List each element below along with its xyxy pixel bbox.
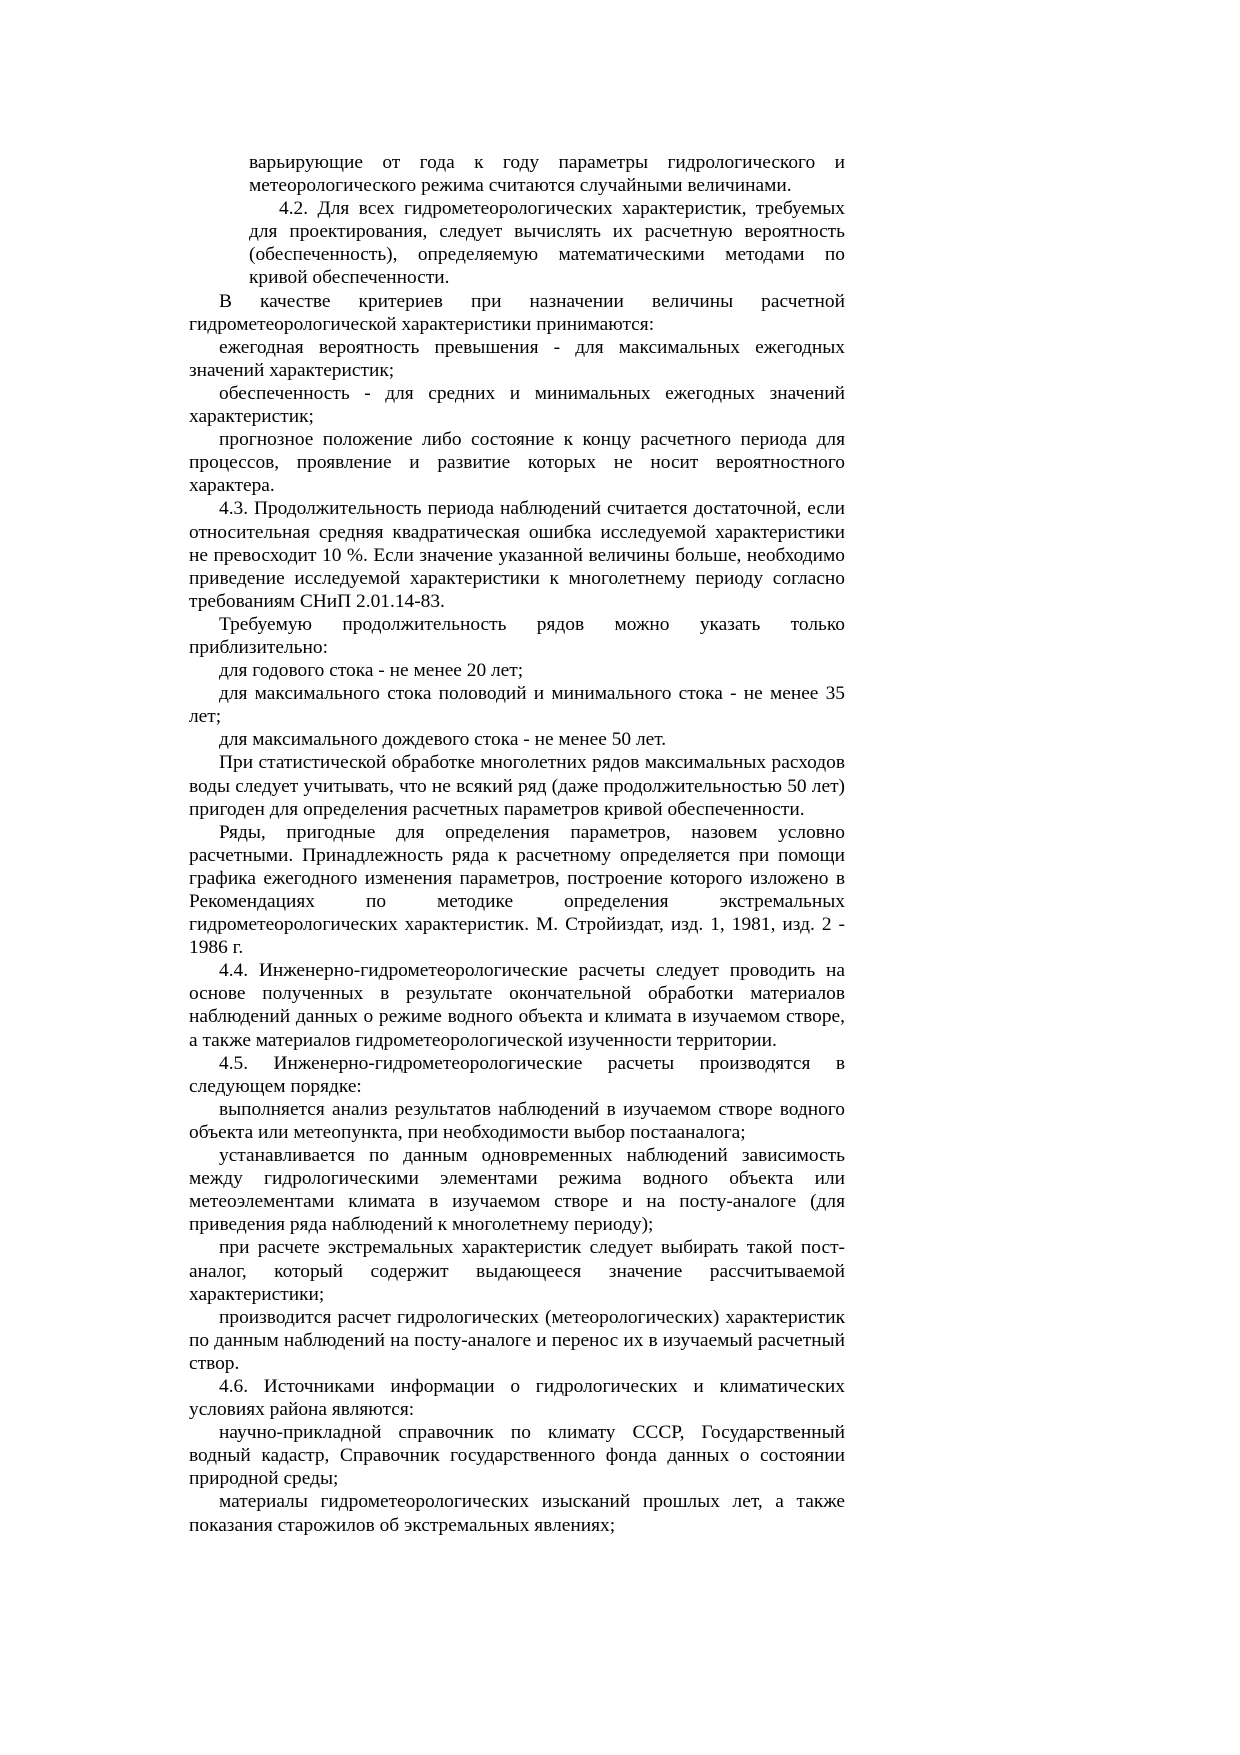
paragraph-order-item: при расчете экстремальных характеристик следует выбирать такой пост-аналог, который содержит выдающееся значение рассчитываемой характеристики; <box>189 1237 845 1305</box>
paragraph-statistics: При статистической обработке многолетних рядов максимальных расходов воды следует учитывать, что не всякий ряд (даже продолжительностью 50 лет) пригоден для определения расчетных параметров кривой обеспеченности. <box>189 752 845 820</box>
paragraph-4-4: 4.4. Инженерно-гидрометеорологические расчеты следует проводить на основе полученных в результате окончательной обработки материалов наблюдений данных о режиме водного объекта и климата в изучаемом створе, а также материалов гидрометеорологической изученности территории. <box>189 960 845 1051</box>
paragraph-duration: Требуемую продолжительность рядов можно указать только приблизительно: <box>189 613 845 658</box>
paragraph-intro-continuation: варьирующие от года к году параметры гидрологического и метеорологического режима считаются случайными величинами. <box>249 152 845 197</box>
paragraph-4-6: 4.6. Источниками информации о гидрологических и климатических условиях района являются: <box>189 1375 845 1421</box>
paragraph-4-2: 4.2. Для всех гидрометеорологических характеристик, требуемых для проектирования, следует вычислять их расчетную вероятность (обеспеченность), определяемую математическими методами по кривой обеспеченности. <box>249 198 845 289</box>
paragraph-duration-item: для годового стока - не менее 20 лет; <box>219 660 524 682</box>
paragraph-source-item: научно-прикладной справочник по климату СССР, Государственный водный кадастр, Справочник государственного фонда данных о состоянии природной среды; <box>189 1422 845 1490</box>
document-body <box>189 151 845 1537</box>
paragraph-series: Ряды, пригодные для определения параметров, назовем условно расчетными. Принадлежность ряда к расчетному определяется при помощи графика ежегодного изменения параметров, построение которого изложено в Рекомендациях по методике определения экстремальных гидрометеорологических характеристик. М. Стройиздат, изд. 1, 1981, изд. 2 - 1986 г. <box>189 821 845 959</box>
paragraph-duration-item: для максимального дождевого стока - не менее 50 лет. <box>219 729 667 751</box>
paragraph-order-item: производится расчет гидрологических (метеорологических) характеристик по данным наблюдений на посту-аналоге и перенос их в изучаемый расчетный створ. <box>189 1306 845 1374</box>
paragraph-4-3: 4.3. Продолжительность периода наблюдений считается достаточной, если относительная средняя квадратическая ошибка исследуемой характеристики не превосходит 10 %. Если значение указанной величины больше, необходимо приведение исследуемой характеристики к многолетнему периоду согласно требованиям СНиП 2.01.14-83. <box>189 498 845 612</box>
paragraph-order-item: выполняется анализ результатов наблюдений в изучаемом створе водного объекта или метеопункта, при необходимости выбор постааналога; <box>189 1098 845 1143</box>
paragraph-4-5: 4.5. Инженерно-гидрометеорологические расчеты производятся в следующем порядке: <box>189 1052 845 1097</box>
paragraph-criteria: В качестве критериев при назначении величины расчетной гидрометеорологической характеристики принимаются: <box>189 290 845 335</box>
paragraph-criteria-item: прогнозное положение либо состояние к концу расчетного периода для процессов, проявление и развитие которых не носит вероятностного характера. <box>189 429 845 497</box>
paragraph-duration-item: для максимального стока половодий и минимального стока - не менее 35 лет; <box>189 683 845 728</box>
paragraph-order-item: устанавливается по данным одновременных наблюдений зависимость между гидрологическими элементами режима водного объекта или метеоэлементами климата в изучаемом створе и на посту-аналоге (для приведения ряда наблюдений к многолетнему периоду); <box>189 1145 845 1236</box>
paragraph-criteria-item: обеспеченность - для средних и минимальных ежегодных значений характеристик; <box>189 382 845 428</box>
paragraph-criteria-item: ежегодная вероятность превышения - для максимальных ежегодных значений характеристик; <box>189 336 845 381</box>
paragraph-source-item: материалы гидрометеорологических изысканий прошлых лет, а также показания старожилов об экстремальных явлениях; <box>189 1491 845 1536</box>
